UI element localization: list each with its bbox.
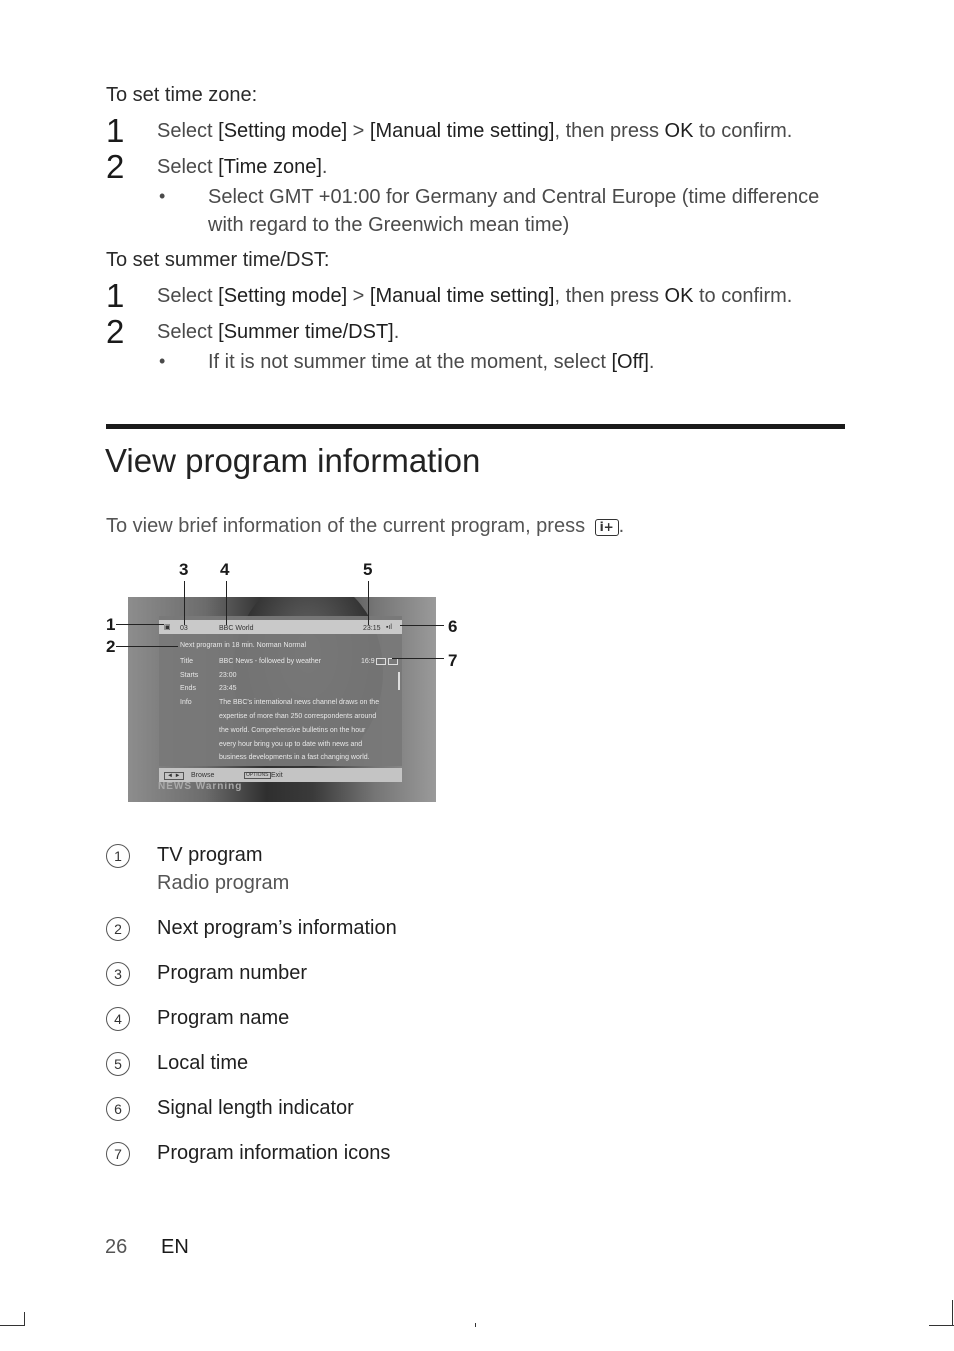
legend-text: Signal length indicator [157,1097,354,1119]
info-button-icon: i+ [595,519,619,536]
legend-text: TV program [157,844,263,866]
label-info: Info [180,699,192,706]
signal-icon: ▪ıl [386,624,392,631]
dst-heading: To set summer time/DST: [106,249,330,271]
legend-text: Next program’s information [157,917,397,939]
legend-text: Program number [157,962,308,984]
info-line: the world. Comprehensive bulletins on the hour [219,727,366,734]
value-ends: 23:45 [219,685,237,692]
label-starts: Starts [180,672,199,679]
section-divider [106,424,845,429]
intro-text: To view brief information of the current program, press i+ . [106,515,625,537]
label-ends: Ends [180,685,196,692]
step-number: 2 [106,148,125,185]
news-banner: NEWS Warning [158,781,243,792]
program-number: 03 [180,625,188,632]
leader-line [116,646,178,647]
crop-mark [952,1300,953,1326]
local-time: 23:15 [363,625,381,632]
legend-number: 5 [106,1052,130,1076]
browse-label: Browse [191,772,215,779]
language-code: EN [161,1236,189,1258]
callout-2: 2 [106,637,116,656]
time-zone-heading: To set time zone: [106,84,258,106]
info-line: business developments in a fast changing world. [219,754,370,761]
bullet-text: Select GMT +01:00 for Germany and Central Europe (time difference with regard to the Greenwich mean time) [208,186,820,236]
callout-1: 1 [106,615,116,634]
step-text: Select [Time zone]. [157,156,328,178]
crop-mark [475,1323,476,1327]
callout-4: 4 [220,560,230,579]
leader-line [116,624,164,625]
crop-mark [0,1325,24,1326]
legend-number: 2 [106,917,130,941]
subtitle-icon [376,658,386,665]
page-number: 26 [105,1236,128,1258]
legend-number: 3 [106,962,130,986]
bullet-text: If it is not summer time at the moment, select [Off]. [208,351,655,373]
options-key-icon: OPTIONS [246,772,269,778]
section-title: View program information [105,442,481,479]
info-line: every hour bring you up to date with news and [219,741,363,748]
value-starts: 23:00 [219,672,237,679]
step-number: 1 [106,112,125,149]
program-name: BBC World [219,625,254,632]
value-title: BBC News - followed by weather [219,658,321,665]
bullet-mark: • [159,351,166,371]
scroll-indicator [398,672,400,690]
step-text: Select [Setting mode] > [Manual time setting], then press OK to confirm. [157,120,793,142]
callout-5: 5 [363,560,373,579]
aspect-icon: 16:9 [361,658,375,665]
legend-text: Local time [157,1052,249,1074]
crop-mark [929,1325,954,1326]
tv-screen-illustration [128,597,436,802]
leader-line [392,658,444,659]
label-title: Title [180,658,193,665]
crop-mark [24,1312,25,1326]
step-number: 2 [106,313,125,350]
next-program: Next program in 18 min. Norman Normal [180,642,307,649]
step-number: 1 [106,277,125,314]
exit-label: Exit [271,772,283,779]
legend-number: 1 [106,844,130,868]
step-text: Select [Setting mode] > [Manual time setting], then press OK to confirm. [157,285,793,307]
browse-key-icon: ◄ ► [164,772,184,780]
info-line: expertise of more than 250 correspondents around [219,713,377,720]
leader-line [400,625,444,626]
bullet-mark: • [159,186,166,206]
legend-number: 4 [106,1007,130,1031]
legend-number: 6 [106,1097,130,1121]
callout-6: 6 [448,617,458,636]
legend-subtext: Radio program [157,872,290,894]
legend-text: Program information icons [157,1142,391,1164]
callout-7: 7 [448,651,458,670]
callout-3: 3 [179,560,189,579]
audio-icon [388,658,398,665]
leader-line [184,581,185,625]
legend-number: 7 [106,1142,130,1166]
tv-icon: ▣ [164,624,171,631]
info-line: The BBC's international news channel draws on the [219,699,380,706]
leader-line [226,581,227,625]
leader-line [368,581,369,625]
legend-text: Program name [157,1007,290,1029]
step-text: Select [Summer time/DST]. [157,321,400,343]
